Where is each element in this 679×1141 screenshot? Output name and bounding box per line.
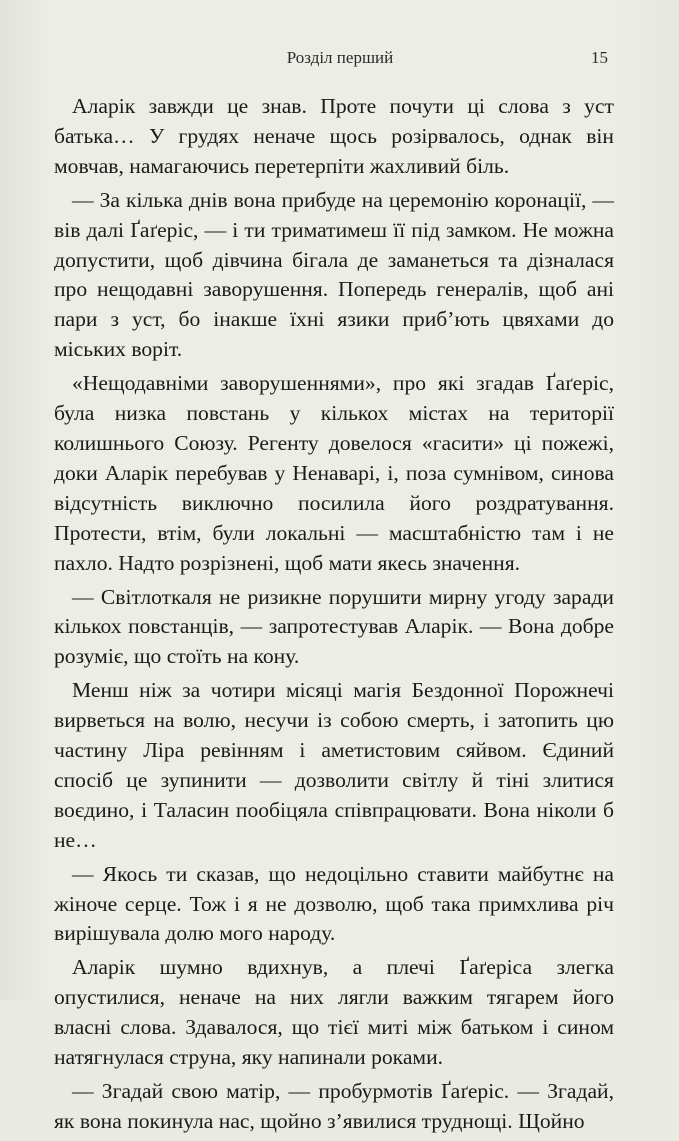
paragraph: — Світлоткаля не ризикне порушити мирну угоду заради кількох повстанців, — запротестував Аларік. — Вона добре розуміє, що стоїть на кону.	[54, 584, 614, 669]
chapter-title: Розділ перший	[286, 48, 394, 67]
paragraph: — Якось ти сказав, що недоцільно ставити майбутнє на жіноче серце. Тож і я не дозволю, щоб така примхлива річ вирішувала долю мого народу.	[54, 861, 614, 946]
paragraph: Аларік завжди це знав. Проте почути ці слова з уст батька… У грудях неначе щось розірвалось, однак він мовчав, намагаючись перетерпіти жахливий біль.	[54, 94, 614, 178]
paragraph: Менш ніж за чотири місяці магія Бездонної Порожнечі вирветься на волю, несучи із собою смерть, і затопить цю частину Ліра ревінням і аметистовим сяйвом. Єдиний спосіб це зупинити — дозволити світлу й тіні злитися воєдино, і Таласин пообіцяла співпрацювати. Вона ніколи б не…	[54, 678, 614, 852]
paragraph: Аларік шумно вдихнув, а плечі Ґаґеріса злегка опустилися, неначе на них лягли важким тягарем його власні слова. Здавалося, що тієї миті між батьком і сином натягнулася струна, яку напинали роками.	[54, 955, 614, 1070]
paragraph: — Згадай свою матір, — пробурмотів Ґаґеріс. — Згадай, як вона покинула нас, щойно з’явилися труднощі. Щойно	[54, 1079, 614, 1133]
body-text	[54, 92, 614, 1141]
running-head	[60, 44, 620, 74]
paragraph: — За кілька днів вона прибуде на церемонію коронації, — вів далі Ґаґеріс, — і ти триматимеш її під замком. Не можна допустити, щоб дівчина бігала де заманеться та дізналася про нещодавні заворушення. Попередь генералів, щоб ані пари з уст, бо інакше їхні язики приб’ють цвяхами до міських воріт.	[54, 187, 614, 362]
page-number: 15	[591, 48, 608, 67]
paragraph: «Нещодавніми заворушеннями», про які згадав Ґаґеріс, була низка повстань у кількох містах на території колишнього Союзу. Регенту довелося «гасити» ці пожежі, доки Аларік перебував у Ненаварі, і, поза сумнівом, синова відсутність виключно посилила його роздратування. Протести, втім, були локальні — масштабністю там і не пахло. Надто розрізнені, щоб мати якесь значення.	[54, 371, 614, 575]
